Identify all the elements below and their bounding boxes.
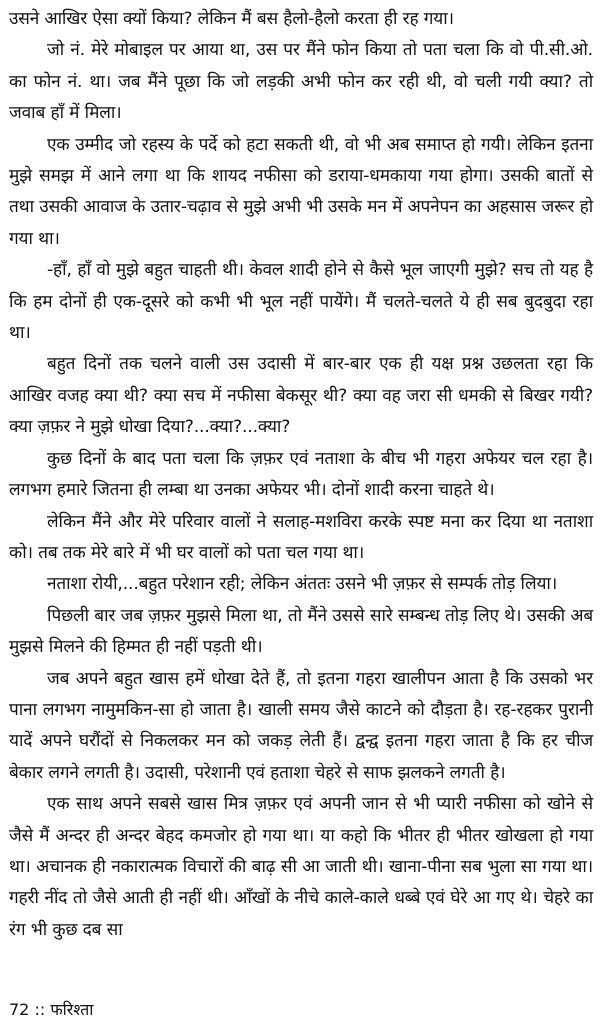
paragraph: उसने आखिर ऐसा क्यों किया? लेकिन मैं बस हैलो-हैलो करता ही रह गया। (9, 9, 454, 29)
paragraph: बहुत दिनों तक चलने वाली उस उदासी में बार-बार एक ही यक्ष प्रश्न उछलता रहा कि आखिर वजह क्या थी? क्या सच में नफीसा बेकसूर थी? क्या वह जरा सी धमकी से बिखर गयी? क्या ज़फ़र ने मुझे धोखा दिया?...क्या?...क्या? (9, 354, 593, 438)
paragraph: जब अपने बहुत खास हमें धोखा देते हैं, तो इतना गहरा खालीपन आता है कि उसको भर पाना लगभग नामुमकिन-सा हो जाता है। खाली समय जैसे काटने को दौड़ता है। रह-रहकर पुरानी यादें अपने घरौंदों से निकलकर मन को जकड़ लेती हैं। द्वन्द्व इतना गहरा जाता है कि हर चीज बेकार लगने लगती है। उदासी, परेशानी एवं हताशा चेहरे से साफ झलकने लगती है। (9, 668, 593, 783)
paragraph: एक उम्मीद जो रहस्य के पर्दे को हटा सकती थी, वो भी अब समाप्त हो गयी। लेकिन इतना मुझे समझ में आने लगा था कि शायद नफीसा को डराया-धमकाया गया होगा। उसकी बातों से तथा उसकी आवाज के उतार-चढ़ाव से मुझे अभी भी उसके मन में अपनेपन का अहसास जरूर हो गया था। (9, 134, 593, 249)
paragraph: नताशा रोयी,...बहुत परेशान रही; लेकिन अंततः उसने भी ज़फ़र से सम्पर्क तोड़ लिया। (47, 574, 558, 595)
page-footer (9, 998, 93, 1022)
paragraph: पिछली बार जब ज़फ़र मुझसे मिला था, तो मैंने उससे सारे सम्बन्ध तोड़ लिए थे। उसकी अब मुझसे मिलने की हिम्मत ही नहीं पड़ती थी। (9, 605, 593, 658)
footer-separator: :: (34, 1000, 46, 1019)
body-text (9, 4, 593, 946)
paragraph: -हाँ, हाँ वो मुझे बहुत चाहती थी। केवल शादी होने से कैसे भूल जाएगी मुझे? सच तो यह है कि हम दोनों ही एक-दूसरे को कभी भी भूल नहीं पायेंगे। मैं चलते-चलते ये ही सब बुदबुदा रहा था। (9, 260, 593, 344)
page-number: 72 (9, 1000, 30, 1019)
paragraph: कुछ दिनों के बाद पता चला कि ज़फ़र एवं नताशा के बीच भी गहरा अफेयर चल रहा है। लगभग हमारे जितना ही लम्बा था उनका अफेयर भी। दोनों शादी करना चाहते थे। (9, 448, 593, 501)
paragraph: जो नं. मेरे मोबाइल पर आया था, उस पर मैंने फोन किया तो पता चला कि वो पी.सी.ओ. का फोन नं. था। जब मैंने पूछा कि जो लड़की अभी फोन कर रही थी, वो चली गयी क्या? तो जवाब हाँ में मिला। (9, 40, 593, 124)
paragraph: एक साथ अपने सबसे खास मित्र ज़फ़र एवं अपनी जान से भी प्यारी नफीसा को खोने से जैसे मैं अन्दर ही अन्दर बेहद कमजोर हो गया था। या कहो कि भीतर ही भीतर खोखला हो गया था। अचानक ही नकारात्मक विचारों की बाढ़ सी आ जाती थी। खाना-पीना सब भुला सा गया था। गहरी नींद तो जैसे आती ही नहीं थी। आँखों के नीचे काले-काले धब्बे एवं घेरे आ गए थे। चेहरे का रंग भी कुछ दब सा (9, 794, 593, 940)
book-title: फरिश्ता (50, 1000, 94, 1019)
paragraph: लेकिन मैंने और मेरे परिवार वालों ने सलाह-मशविरा करके स्पष्ट मना कर दिया था नताशा को। तब तक मेरे बारे में भी घर वालों को पता चल गया था। (9, 511, 593, 563)
